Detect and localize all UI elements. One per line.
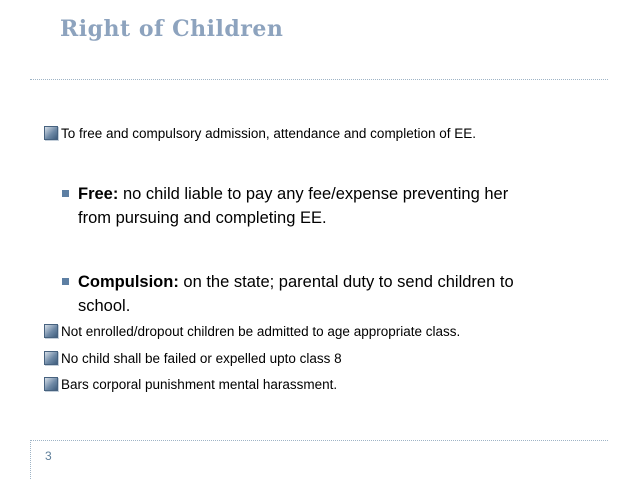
bullet-text: To free and compulsory admission, attendance and completion of EE. [61,126,476,141]
checkbox-bullet-icon [44,126,58,140]
footer-vertical-divider [30,440,31,479]
bullet-text: No child shall be failed or expelled upto class 8 [61,351,342,366]
bullet-text: no child liable to pay any fee/expense preventing her [118,185,509,203]
list-item [44,322,460,341]
list-item [44,124,476,143]
footer-divider [30,440,608,441]
sub-list-item [62,270,514,318]
bullet-text-continued: from pursuing and completing EE. [78,209,327,227]
bullet-term: Compulsion: [78,273,179,291]
sub-bullet-content [78,182,508,230]
sub-bullet-content [78,270,514,318]
bullet-text: Not enrolled/dropout children be admitted to age appropriate class. [61,324,461,339]
list-item [44,349,342,368]
page-number: 3 [45,449,52,463]
title-divider [30,79,608,80]
bullet-text-continued: school. [78,297,131,315]
sub-list-item [62,182,508,230]
bullet-text: on the state; parental duty to send children to [178,273,514,291]
square-bullet-icon [62,190,69,197]
checkbox-bullet-icon [44,351,58,365]
bullet-term: Free: [78,185,119,203]
slide-title: Right of Children [60,16,284,42]
bullet-text: Bars corporal punishment mental harassment. [61,377,338,392]
square-bullet-icon [62,278,69,285]
checkbox-bullet-icon [44,377,58,391]
list-item [44,375,337,394]
checkbox-bullet-icon [44,324,58,338]
